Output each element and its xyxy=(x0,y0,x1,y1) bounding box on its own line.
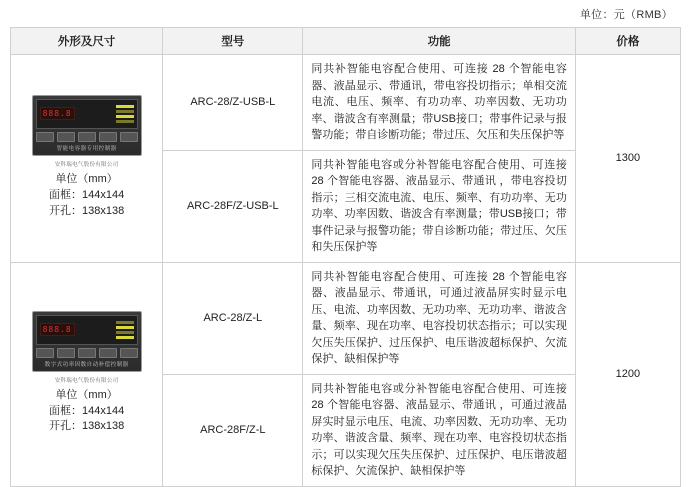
header-price: 价格 xyxy=(575,28,680,55)
device-screen xyxy=(36,315,138,345)
table-row xyxy=(11,262,681,374)
dimension-line: 开孔：138x138 xyxy=(49,420,125,433)
model-cell: ARC-28/Z-L xyxy=(163,262,303,374)
device-digits: 888.8 xyxy=(40,107,75,120)
price-cell: 1300 xyxy=(575,55,680,263)
device-keys xyxy=(36,348,138,358)
dimension-line: 面框：144x144 xyxy=(49,404,125,417)
controller-device-illustration xyxy=(32,311,142,372)
dimension-text xyxy=(15,172,158,220)
device-led-indicators xyxy=(116,105,134,123)
header-shape-size: 外形及尺寸 xyxy=(11,28,163,55)
device-screen xyxy=(36,99,138,129)
table-row xyxy=(11,55,681,151)
product-image-cell xyxy=(11,262,163,486)
device-led-indicators xyxy=(116,321,134,339)
dimension-text xyxy=(15,388,158,436)
header-model: 型号 xyxy=(163,28,303,55)
function-cell: 同共补智能电容或分补智能电容配合使用、可连接 28 个智能电容器、液晶显示、带通讯 ，可通过液晶屏实时显示电压、电流、功率因数、无功功率、无功功率、谐波含量、频率、现在功率、电容投切状态指示；可以实现欠压失压保护、过压保护、电压谐波超标保护、欠流保护、缺相保护等 xyxy=(303,374,575,486)
unit-note: 单位：元（RMB） xyxy=(579,9,673,21)
device-digits: 888.8 xyxy=(40,323,75,336)
header-function: 功能 xyxy=(303,28,575,55)
model-cell: ARC-28F/Z-L xyxy=(163,374,303,486)
function-cell: 同共补智能电容或分补智能电容配合使用、可连接 28 个智能电容器、液晶显示、带通讯 ，带电容投切指示；三相交流电流、电压、频率、有功功率、无功功率、功率因数、谐波含有率测量；带USB接口；带事件记录与报警功能；带自诊断功能；带过压、欠压和失压保护等 xyxy=(303,150,575,262)
table-header-row xyxy=(11,28,681,55)
device-keys xyxy=(36,132,138,142)
device-label: 智能电容器专用控制器 xyxy=(56,145,117,152)
dimension-line: 单位（mm） xyxy=(55,172,118,185)
function-cell: 同共补智能电容配合使用、可连接 28 个智能电容器、液晶显示、带通讯，可通过液晶屏实时显示电压、电流、功率因数、无功功率、无功功率、谐波含量、频率、现在功率、电容投切状态指示；可以实现欠压失压保护、过压保护、电压谐波超标保护、欠流保护、缺相保护等 xyxy=(303,262,575,374)
spec-table xyxy=(10,27,681,487)
device-brand: 安科瑞电气股份有限公司 xyxy=(54,161,119,168)
function-cell: 同共补智能电容配合使用、可连接 28 个智能电容器、液晶显示、带通讯，带电容投切指示；单相交流电流、电压、频率、有功功率、功率因数、无功功率、谐波含有率测量；带USB接口；带事件记录与报警功能；带自诊断功能；带过压、欠压和失压保护等 xyxy=(303,55,575,151)
model-cell: ARC-28/Z-USB-L xyxy=(163,55,303,151)
device-brand: 安科瑞电气股份有限公司 xyxy=(54,377,119,384)
price-cell: 1200 xyxy=(575,262,680,486)
device-label: 数字式功率因数自动补偿控制器 xyxy=(44,361,129,368)
model-cell: ARC-28F/Z-USB-L xyxy=(163,150,303,262)
dimension-line: 开孔：138x138 xyxy=(49,204,125,217)
product-image-cell xyxy=(11,55,163,263)
dimension-line: 面框：144x144 xyxy=(49,188,125,201)
controller-device-illustration xyxy=(32,95,142,156)
dimension-line: 单位（mm） xyxy=(55,388,118,401)
